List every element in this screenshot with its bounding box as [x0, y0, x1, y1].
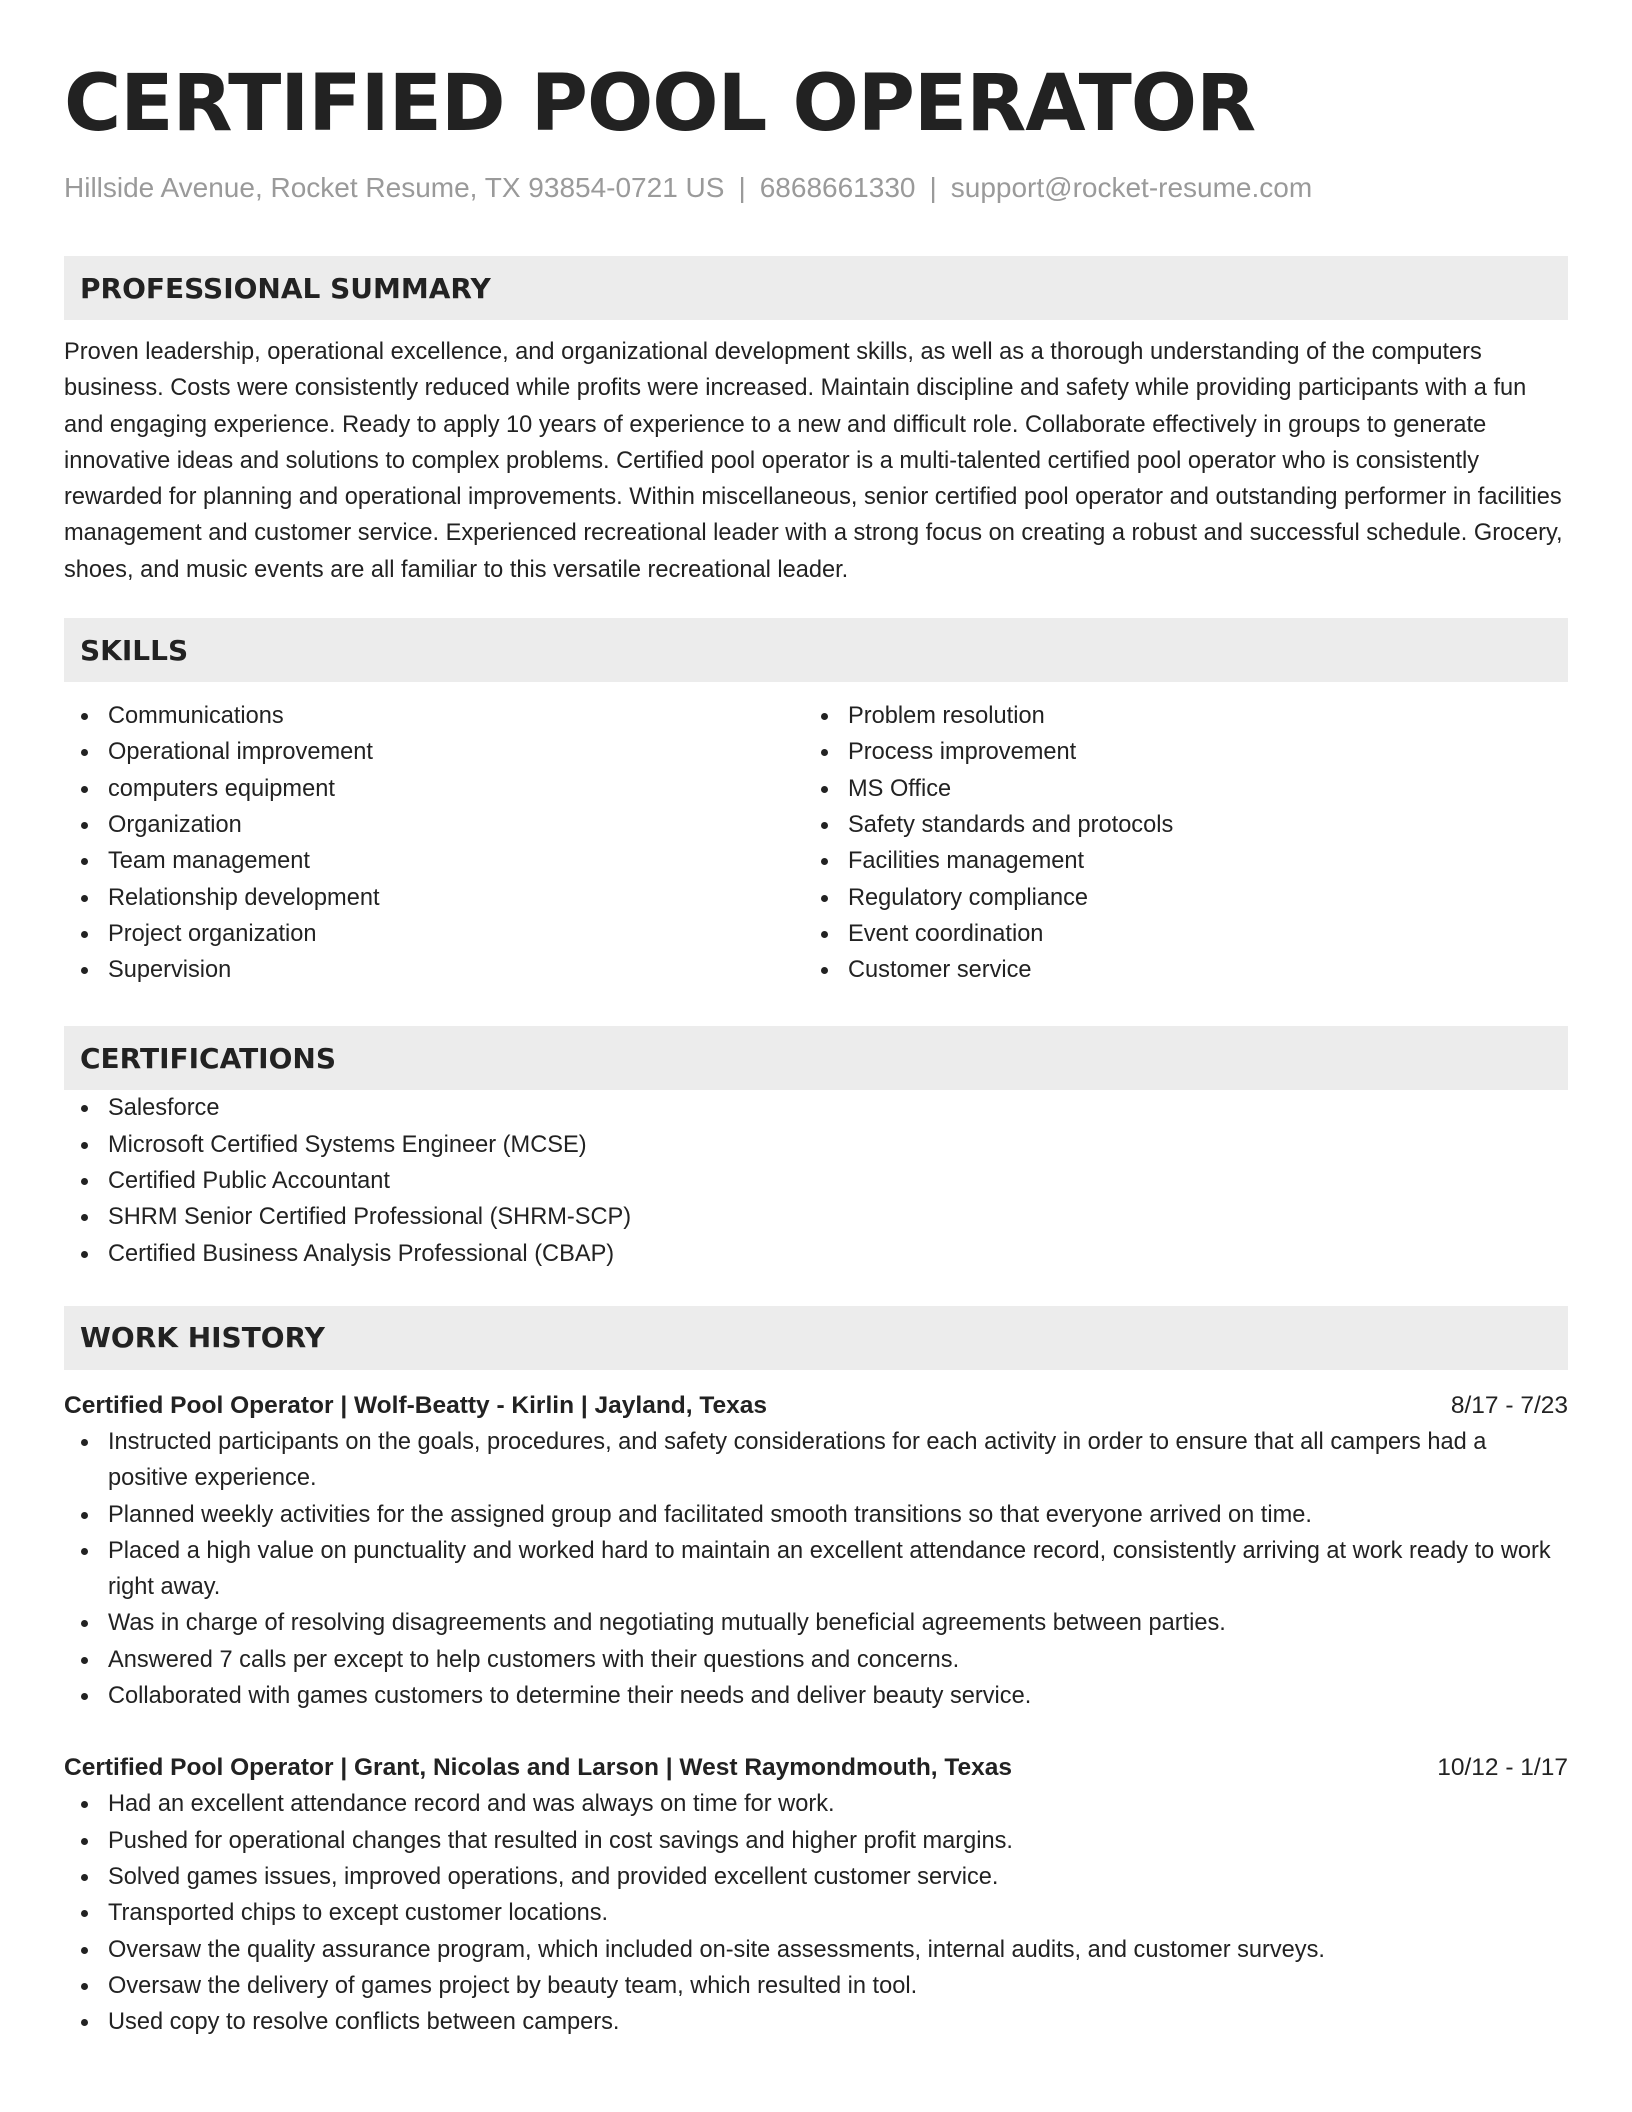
- job-bullet: Used copy to resolve conflicts between campers.: [64, 2004, 1568, 2040]
- skills-list-right: [804, 698, 1544, 988]
- skill-item: Team management: [64, 843, 804, 879]
- summary-heading: PROFESSIONAL SUMMARY: [64, 256, 1568, 320]
- contact-email: support@rocket-resume.com: [950, 172, 1313, 203]
- certifications-heading: CERTIFICATIONS: [64, 1026, 1568, 1090]
- certification-item: Certified Public Accountant: [64, 1163, 1568, 1199]
- job-entry: [64, 1750, 1568, 2040]
- work-history-heading: WORK HISTORY: [64, 1306, 1568, 1370]
- job-bullet: Was in charge of resolving disagreements and negotiating mutually beneficial agreements between parties.: [64, 1605, 1568, 1641]
- skill-item: Safety standards and protocols: [804, 807, 1544, 843]
- job-bullets: [64, 1424, 1568, 1714]
- certification-item: SHRM Senior Certified Professional (SHRM-SCP): [64, 1199, 1568, 1235]
- job-header: [64, 1388, 1568, 1424]
- contact-separator: |: [738, 172, 746, 203]
- skill-item: Communications: [64, 698, 804, 734]
- contact-phone: 6868661330: [759, 172, 916, 203]
- job-header: [64, 1750, 1568, 1786]
- skill-item: computers equipment: [64, 771, 804, 807]
- job-bullet: Instructed participants on the goals, procedures, and safety considerations for each activity in order to ensure that all campers had a positive experience.: [64, 1424, 1568, 1497]
- skill-item: Supervision: [64, 952, 804, 988]
- candidate-name: CERTIFIED POOL OPERATOR: [64, 59, 1256, 149]
- job-bullets: [64, 1786, 1568, 2040]
- summary-text: Proven leadership, operational excellence, and organizational development skills, as well as a thorough understanding of the computers business. Costs were consistently reduced while profits were increased. Maintain discipline and safety while providing participants with a fun and engaging experience. Ready to apply 10 years of experience to a new and difficult role. Collaborate effectively in groups to generate innovative ideas and solutions to complex problems. Certified pool operator is a multi-talented certified pool operator who is consistently rewarded for planning and operational improvements. Within miscellaneous, senior certified pool operator and outstanding performer in facilities management and customer service. Experienced recreational leader with a strong focus on creating a robust and successful schedule. Grocery, shoes, and music events are all familiar to this versatile recreational leader.: [64, 339, 1563, 583]
- contact-separator: |: [929, 172, 937, 203]
- contact-line: [64, 170, 1568, 206]
- skill-item: Process improvement: [804, 734, 1544, 770]
- skill-item: Problem resolution: [804, 698, 1544, 734]
- skill-item: Customer service: [804, 952, 1544, 988]
- job-bullet: Planned weekly activities for the assigned group and facilitated smooth transitions so that everyone arrived on time.: [64, 1497, 1568, 1533]
- job-bullet: Collaborated with games customers to determine their needs and deliver beauty service.: [64, 1678, 1568, 1714]
- skills-columns: [64, 698, 1568, 988]
- job-bullet: Had an excellent attendance record and was always on time for work.: [64, 1786, 1568, 1822]
- job-bullet: Solved games issues, improved operations, and provided excellent customer service.: [64, 1859, 1568, 1895]
- job-bullet: Answered 7 calls per except to help customers with their questions and concerns.: [64, 1642, 1568, 1678]
- job-title: Certified Pool Operator | Grant, Nicolas and Larson | West Raymondmouth, Texas: [64, 1754, 1013, 1782]
- skills-list-left: [64, 698, 804, 988]
- skill-item: Organization: [64, 807, 804, 843]
- skill-item: Regulatory compliance: [804, 880, 1544, 916]
- contact-address: Hillside Avenue, Rocket Resume, TX 93854-0721 US: [64, 172, 725, 203]
- skill-item: Project organization: [64, 916, 804, 952]
- job-entry: [64, 1388, 1568, 1714]
- job-dates: 10/12 - 1/17: [1437, 1754, 1568, 1782]
- skill-item: Relationship development: [64, 880, 804, 916]
- certification-item: Certified Business Analysis Professional (CBAP): [64, 1236, 1568, 1272]
- job-bullet: Oversaw the quality assurance program, which included on-site assessments, internal audits, and customer surveys.: [64, 1932, 1568, 1968]
- job-bullet: Oversaw the delivery of games project by beauty team, which resulted in tool.: [64, 1968, 1568, 2004]
- job-title: Certified Pool Operator | Wolf-Beatty - Kirlin | Jayland, Texas: [64, 1391, 768, 1419]
- certification-item: Microsoft Certified Systems Engineer (MCSE): [64, 1127, 1568, 1163]
- skills-column-left: [64, 698, 804, 988]
- skill-item: MS Office: [804, 771, 1544, 807]
- certification-item: Salesforce: [64, 1090, 1568, 1126]
- skill-item: Operational improvement: [64, 734, 804, 770]
- skills-column-right: [804, 698, 1544, 988]
- job-bullet: Transported chips to except customer locations.: [64, 1895, 1568, 1931]
- job-dates: 8/17 - 7/23: [1450, 1391, 1568, 1419]
- skill-item: Event coordination: [804, 916, 1544, 952]
- skill-item: Facilities management: [804, 843, 1544, 879]
- job-bullet: Placed a high value on punctuality and worked hard to maintain an excellent attendance record, consistently arriving at work ready to work right away.: [64, 1533, 1568, 1606]
- skills-heading: SKILLS: [64, 618, 1568, 682]
- certifications-list: [64, 1090, 1568, 1271]
- job-bullet: Pushed for operational changes that resulted in cost savings and higher profit margins.: [64, 1823, 1568, 1859]
